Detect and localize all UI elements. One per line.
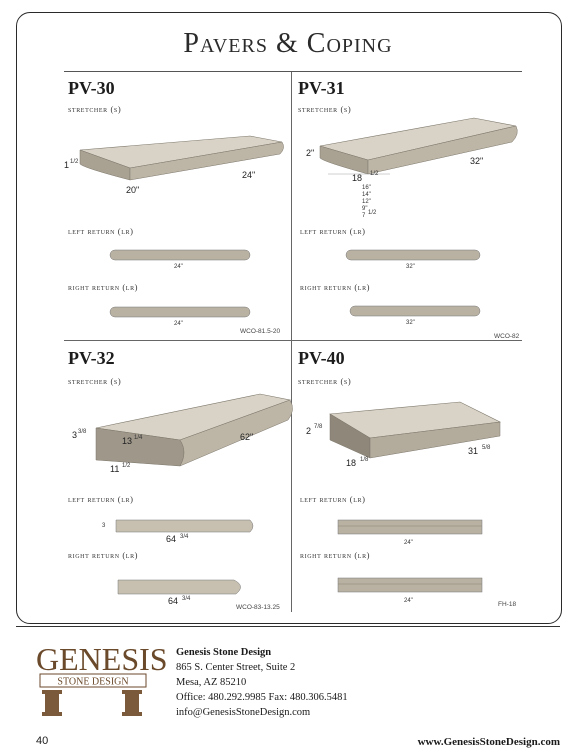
stretcher-label: stretcher (s): [298, 376, 352, 386]
stretcher-label: stretcher (s): [68, 104, 122, 114]
pv32-stretcher-drawing: [64, 384, 292, 478]
left-return-label: left return (lr): [68, 226, 134, 236]
right-return-label: right return (lr): [68, 282, 139, 292]
page-number: 40: [36, 735, 49, 747]
company-address-line2: Mesa, AZ 85210: [176, 677, 247, 688]
right-return-label: right return (lr): [68, 550, 139, 560]
svg-text:24": 24": [174, 264, 183, 270]
svg-text:1/2: 1/2: [70, 159, 79, 165]
pv31-height-dim: 2": [306, 148, 315, 158]
left-return-label: left return (lr): [68, 494, 134, 504]
svg-text:32": 32": [406, 264, 415, 270]
pv30-right-return-drawing: [110, 305, 256, 329]
pv32-left-return-drawing: [102, 516, 262, 544]
left-return-label: left return (lr): [300, 494, 366, 504]
model-pv-30: PV-30: [68, 78, 115, 98]
company-info: [176, 645, 348, 720]
pv40-stretcher-drawing: [300, 396, 522, 472]
svg-text:16": 16": [362, 185, 371, 191]
website-link[interactable]: www.GenesisStoneDesign.com: [417, 736, 560, 748]
genesis-logo: [34, 636, 168, 718]
stretcher-label: stretcher (s): [298, 104, 352, 114]
company-address-line1: 865 S. Center Street, Suite 2: [176, 662, 296, 673]
svg-text:1/4: 1/4: [134, 435, 143, 441]
pv31-stretcher-drawing: [300, 112, 522, 220]
svg-text:9": 9": [362, 206, 368, 212]
pv32-width-dim: 11: [110, 464, 120, 474]
pv30-stretcher-drawing: [60, 120, 290, 200]
svg-text:1/8: 1/8: [360, 457, 369, 463]
svg-text:32": 32": [406, 320, 415, 326]
company-phones: Office: 480.292.9985 Fax: 480.306.5481: [176, 692, 348, 703]
pv30-width-dim: 20": [126, 185, 140, 195]
page-title: Pavers & Coping: [183, 28, 393, 59]
svg-text:1/2: 1/2: [370, 171, 379, 177]
footer-rule: [16, 626, 560, 627]
svg-text:1/2: 1/2: [368, 210, 377, 216]
svg-text:STONE DESIGN: STONE DESIGN: [57, 676, 129, 688]
company-email[interactable]: info@GenesisStoneDesign.com: [176, 707, 311, 718]
svg-text:64: 64: [168, 596, 179, 606]
svg-text:24": 24": [404, 540, 413, 546]
pv32-depth-dim: 13: [122, 436, 133, 446]
stretcher-label: stretcher (s): [68, 376, 122, 386]
svg-text:7/8: 7/8: [314, 424, 323, 430]
svg-text:64: 64: [166, 534, 177, 544]
model-pv-31: PV-31: [298, 78, 345, 98]
pv31-right-return-drawing: [346, 304, 486, 328]
product-code: WCO-83-13.25: [236, 604, 280, 611]
company-name: Genesis Stone Design: [176, 647, 272, 658]
svg-text:14": 14": [362, 192, 371, 198]
svg-text:3/4: 3/4: [182, 596, 191, 602]
product-code: WCO-81.5-20: [240, 328, 281, 335]
horizontal-divider: [64, 340, 522, 341]
model-pv-40: PV-40: [298, 348, 345, 368]
pv40-width-dim: 18: [346, 458, 357, 468]
pv32-length-dim: 62": [240, 432, 254, 442]
pv40-left-return-drawing: [338, 518, 488, 550]
model-pv-32: PV-32: [68, 348, 115, 368]
pv32-height-dim: 3: [72, 430, 78, 440]
svg-text:1/2: 1/2: [122, 463, 131, 469]
pv30-left-return-drawing: [110, 248, 256, 272]
product-code: FH-18: [498, 601, 517, 608]
pv30-length-dim: 24": [242, 170, 256, 180]
pv40-height-dim: 2: [306, 426, 312, 436]
pv30-height-dim: 1: [64, 160, 70, 170]
svg-text:12": 12": [362, 199, 371, 205]
pv32-right-return-drawing: [114, 576, 274, 606]
svg-text:7: 7: [362, 213, 366, 219]
svg-text:24": 24": [404, 598, 413, 604]
product-code: WCO-82: [494, 333, 520, 340]
pv31-left-return-drawing: [346, 248, 486, 272]
svg-text:18: 18: [352, 173, 363, 183]
svg-text:24": 24": [174, 321, 183, 327]
svg-text:GENESIS: GENESIS: [36, 641, 168, 677]
svg-text:5/8: 5/8: [482, 445, 491, 451]
left-return-label: left return (lr): [300, 226, 366, 236]
right-return-label: right return (lr): [300, 282, 371, 292]
pv31-length-dim: 32": [470, 156, 484, 166]
right-return-label: right return (lr): [300, 550, 371, 560]
vertical-divider: [291, 72, 292, 612]
svg-text:3/4: 3/4: [180, 534, 189, 540]
svg-text:3: 3: [102, 523, 106, 529]
pv40-right-return-drawing: [338, 576, 488, 608]
svg-text:3/8: 3/8: [78, 429, 87, 435]
pv40-length-dim: 31: [468, 446, 479, 456]
title-rule: [64, 71, 522, 72]
